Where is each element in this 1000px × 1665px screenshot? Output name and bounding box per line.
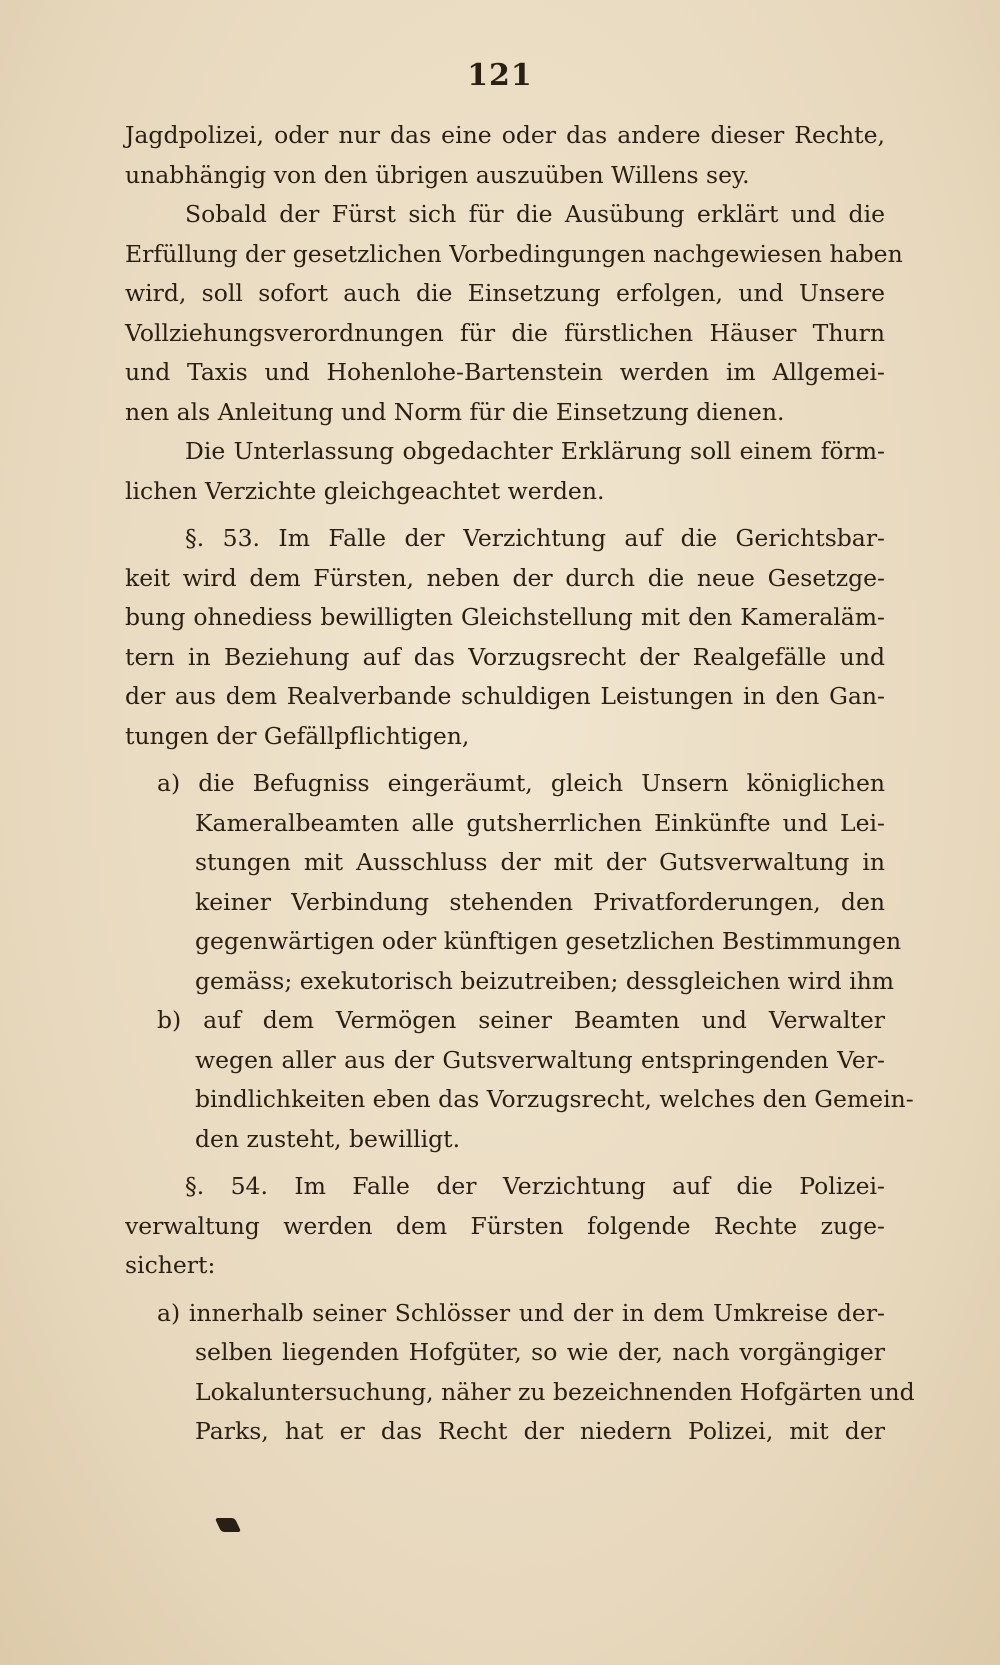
text-line: gegenwärtigen oder künftigen gesetzlichen Bestimmungen: [195, 927, 902, 955]
text-line: tungen der Gefällpflichtigen,: [125, 721, 470, 750]
text-line: gemäss; exekutorisch beizutreiben; dessgleichen wird ihm: [195, 966, 895, 995]
text-line: Jagdpolizei, oder nur das eine oder das andere dieser Rechte,: [125, 121, 885, 149]
text-line: stungen mit Ausschluss der mit der Gutsverwaltung in: [195, 848, 885, 876]
text-line: sichert:: [125, 1251, 216, 1279]
text-line: verwaltung werden dem Fürsten folgende Rechte zuge-: [125, 1211, 885, 1240]
text-line: Die Unterlassung obgedachter Erklärung soll einem förm-: [185, 437, 885, 465]
text-line: Parks, hat er das Recht der niedern Polizei, mit der: [195, 1417, 885, 1445]
text-line: Kameralbeamten alle gutsherrlichen Einkünfte und Lei-: [195, 808, 885, 837]
text-line: bung ohnediess bewilligten Gleichstellung mit den Kameraläm-: [125, 603, 885, 631]
text-line: selben liegenden Hofgüter, so wie der, nach vorgängiger: [195, 1338, 885, 1366]
text-line: a) die Befugniss eingeräumt, gleich Unsern königlichen: [157, 769, 885, 797]
text-line: Sobald der Fürst sich für die Ausübung erklärt und die: [185, 200, 885, 228]
text-line: tern in Beziehung auf das Vorzugsrecht der Realgefälle und: [125, 642, 885, 671]
text-line: und Taxis und Hohenlohe-Bartenstein werden im Allgemei-: [125, 358, 885, 386]
text-line: b) auf dem Vermögen seiner Beamten und Verwalter: [157, 1006, 885, 1034]
text-line: §. 53. Im Falle der Verzichtung auf die Gerichtsbar-: [185, 524, 885, 552]
text-line: nen als Anleitung und Norm für die Einsetzung dienen.: [125, 397, 785, 426]
text-line: Vollziehungsverordnungen für die fürstlichen Häuser Thurn: [125, 318, 885, 347]
text-line: den zusteht, bewilligt.: [195, 1124, 461, 1153]
text-line: a) innerhalb seiner Schlösser und der in dem Umkreise der-: [157, 1298, 885, 1327]
ink-mark: [215, 1518, 242, 1532]
body-text: [125, 116, 915, 1452]
text-line: wird, soll sofort auch die Einsetzung erfolgen, und Unsere: [125, 279, 885, 307]
text-line: Lokaluntersuchung, näher zu bezeichnenden Hofgärten und: [195, 1377, 915, 1406]
text-line: keiner Verbindung stehenden Privatforderungen, den: [195, 887, 885, 916]
text-line: wegen aller aus der Gutsverwaltung entspringenden Ver-: [195, 1045, 885, 1074]
text-line: der aus dem Realverbande schuldigen Leistungen in den Gan-: [125, 682, 885, 710]
text-line: Erfüllung der gesetzlichen Vorbedingungen nachgewiesen haben: [125, 239, 903, 268]
text-line: lichen Verzichte gleichgeachtet werden.: [125, 476, 605, 505]
page-number: 121: [467, 58, 533, 93]
text-line: bindlichkeiten eben das Vorzugsrecht, welches den Gemein-: [195, 1085, 914, 1113]
text-line: unabhängig von den übrigen auszuüben Willens sey.: [125, 160, 750, 189]
text-line: keit wird dem Fürsten, neben der durch die neue Gesetzge-: [125, 563, 885, 592]
text-line: §. 54. Im Falle der Verzichtung auf die Polizei-: [185, 1172, 885, 1200]
